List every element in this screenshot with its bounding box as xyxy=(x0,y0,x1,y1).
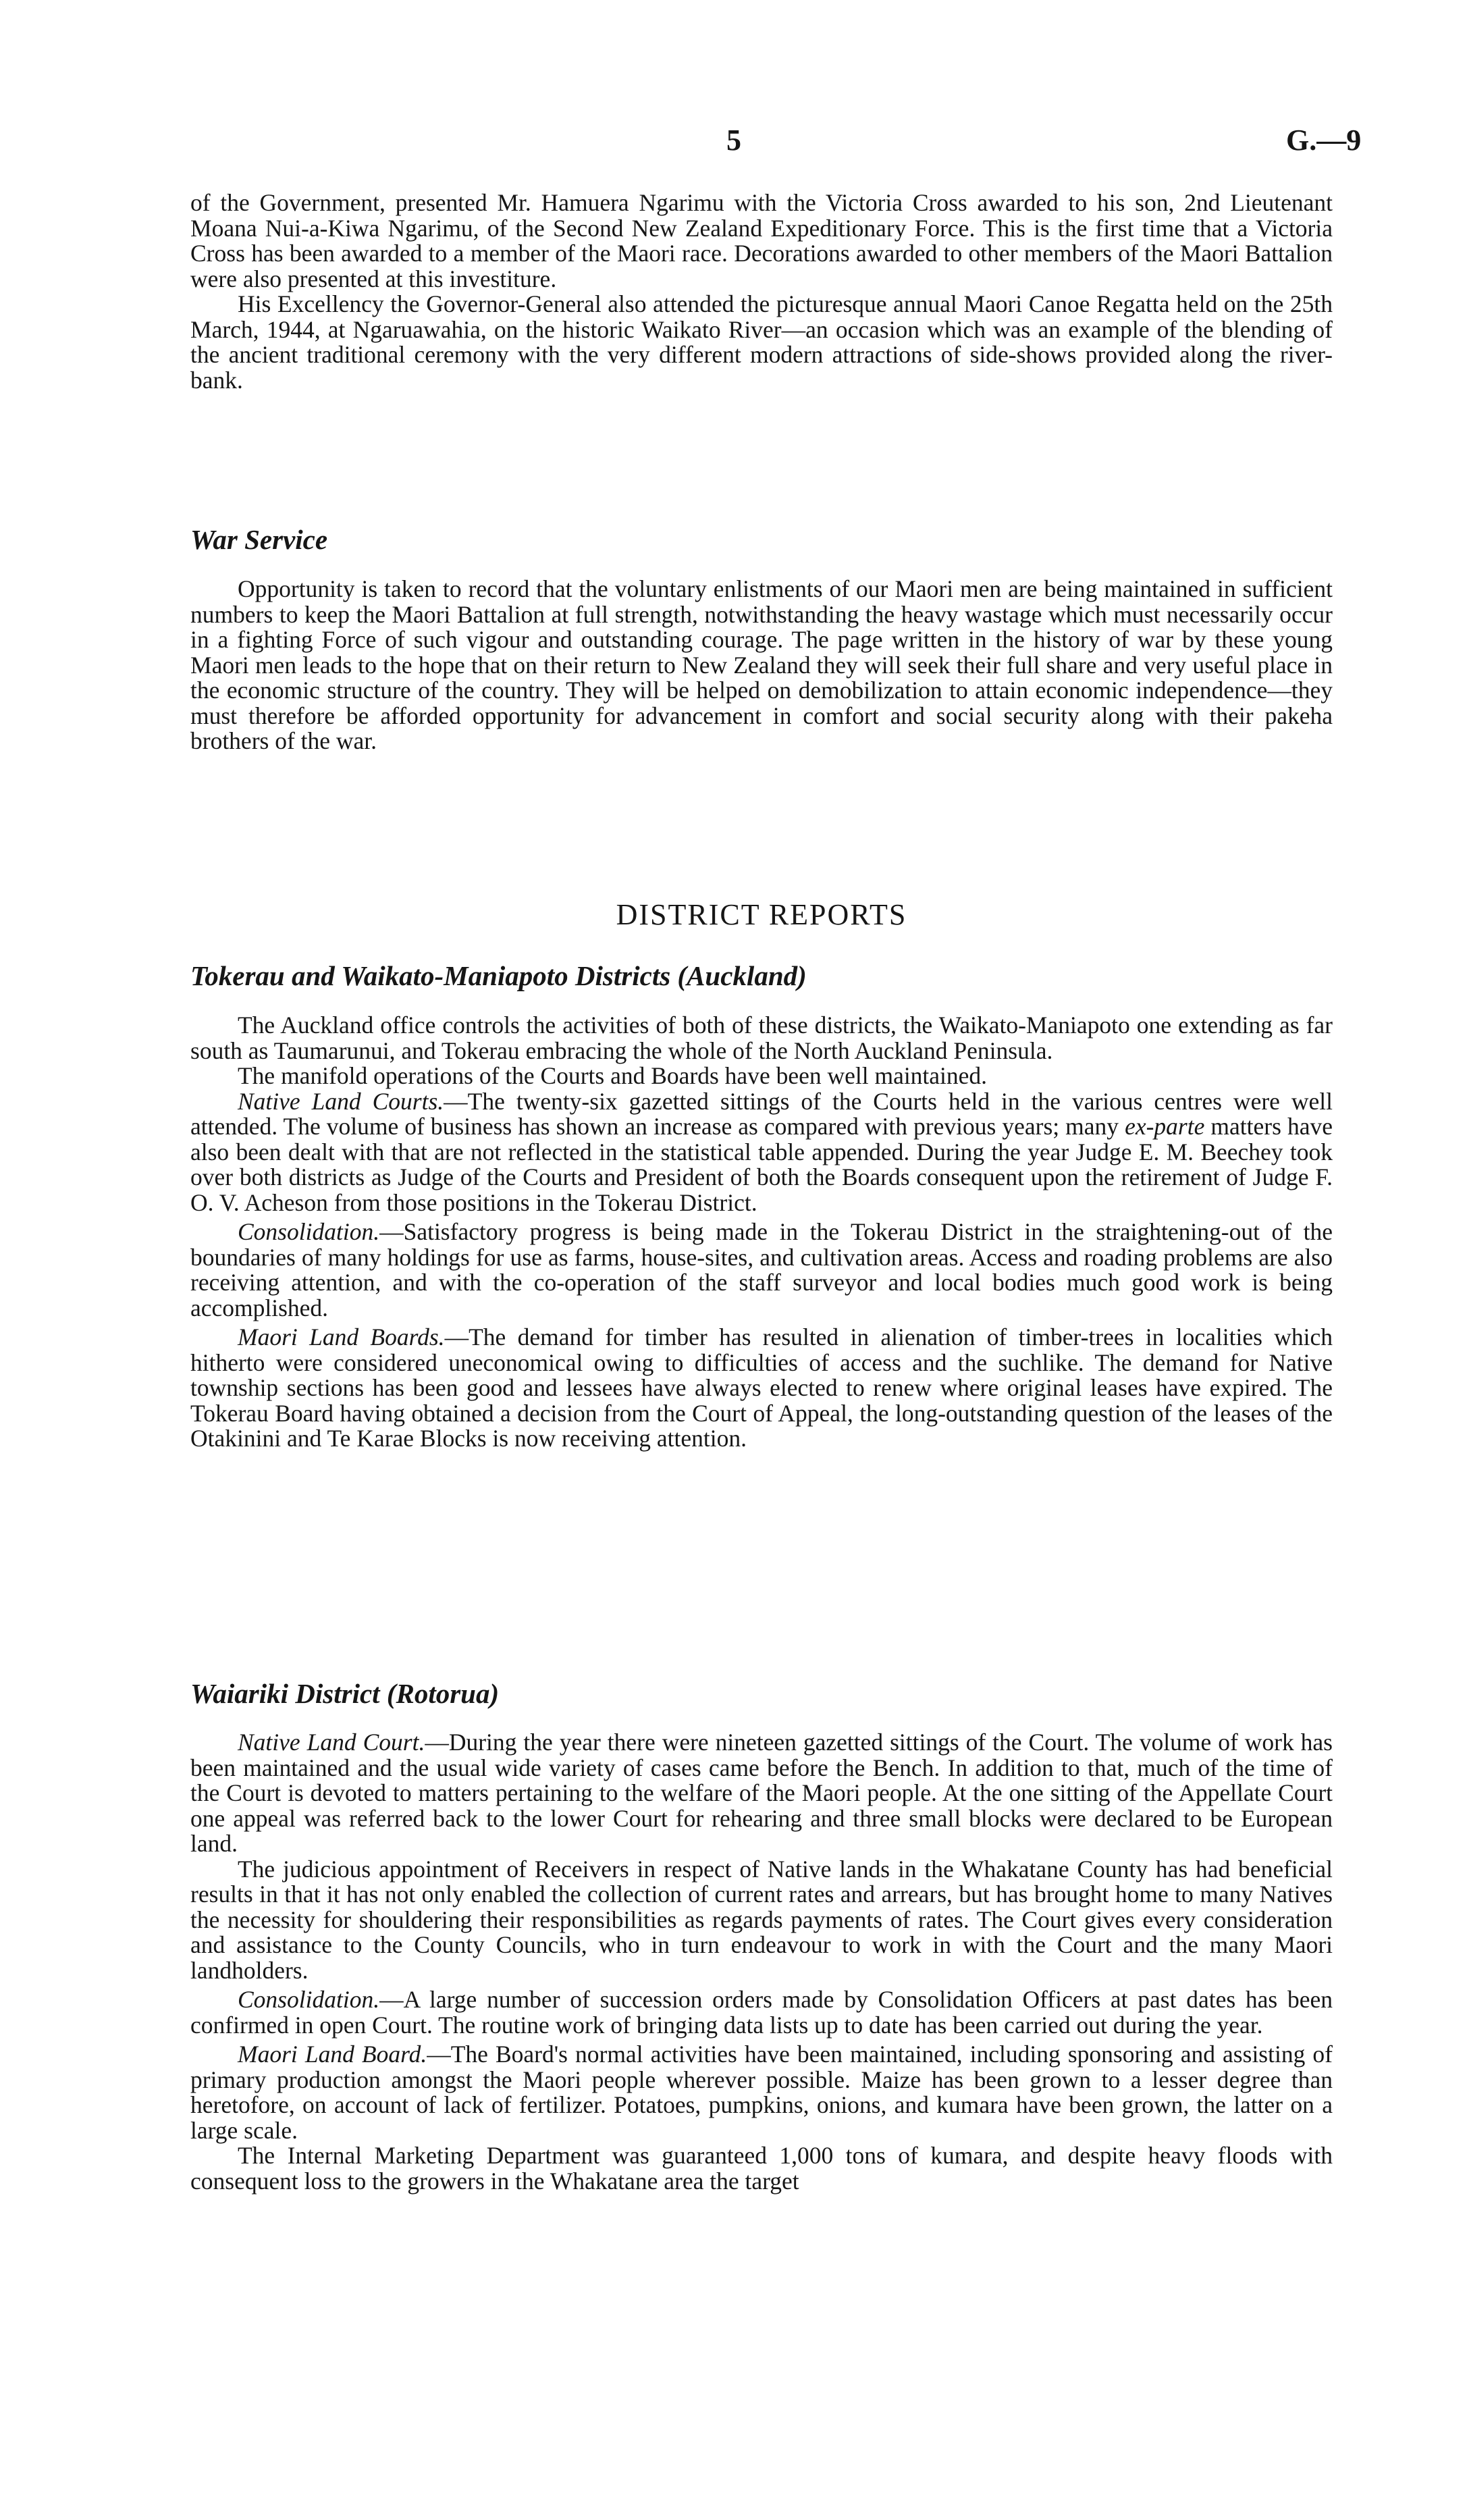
tokerau-section xyxy=(190,1013,1333,1452)
tokerau-courts-text-b: matters have also been dealt with that are not reflected in the statistical table appended. During the year Judge E. M. Beechey took over both districts as Judge of the Courts and President of both the Boards consequent upon the retirement of Judge F. O. V. Acheson from those positions in the Tokerau District. xyxy=(190,1113,1333,1216)
tokerau-consolidation-paragraph xyxy=(190,1219,1333,1321)
tokerau-courts-paragraph xyxy=(190,1089,1333,1216)
district-reports-heading: DISTRICT REPORTS xyxy=(616,898,907,931)
waiariki-court-paragraph xyxy=(190,1730,1333,1857)
war-service-body xyxy=(190,577,1333,754)
war-service-paragraph: Opportunity is taken to record that the voluntary enlistments of our Maori men are being maintained in sufficient numbers to keep the Maori Battalion at full strength, notwithstanding the heavy wastage which must necessarily occur in a fighting Force of such vigour and outstanding courage. The page written in the history of war by these young Maori men leads to the hope that on their return to New Zealand they will seek their full share and very useful place in the economic structure of the country. They will be helped on demobilization to attain economic independence—they must therefore be afforded opportunity for advancement in comfort and social security along with their pakeha brothers of the war. xyxy=(190,575,1333,754)
tokerau-courts-italic: ex-parte xyxy=(1125,1113,1205,1140)
waiariki-board-text: —The Board's normal activities have been maintained, including sponsoring and assisting of primary production amongst the Maori people wherever possible. Maize has been grown to a lesser degree than heretofore, on account of lack of fertilizer. Potatoes, pumpkins, onions, and kumara have been grown, the latter on a large scale. xyxy=(190,2041,1333,2144)
waiariki-board-label: Maori Land Board. xyxy=(238,2041,427,2068)
war-service-section xyxy=(190,524,1333,555)
tokerau-courts-text-a: —The twenty-six gazetted sittings of the Courts held in the various centres were well attended. The volume of business has shown an increase as compared with previous years; many xyxy=(190,1087,1333,1140)
waiariki-consolidation-paragraph xyxy=(190,1987,1333,2038)
waiariki-heading: Waiariki District (Rotorua) xyxy=(190,1678,500,1709)
waiariki-board-paragraph xyxy=(190,2042,1333,2143)
tokerau-paragraph-1: The Auckland office controls the activities of both of these districts, the Waikato-Maniapoto one extending as far south as Taumarunui, and Tokerau embracing the whole of the North Auckland Peninsula. xyxy=(190,1012,1333,1064)
waiariki-consolidation-text: —A large number of succession orders made by Consolidation Officers at past dates has been confirmed in open Court. The routine work of bringing data lists up to date has been carried out during the year. xyxy=(190,1986,1333,2039)
intro-paragraph-2: His Excellency the Governor-General also attended the picturesque annual Maori Canoe Regatta held on the 25th March, 1944, at Ngaruawahia, on the historic Waikato River—an occasion which was an example of the blending of the ancient traditional ceremony with the very different modern attractions of side-shows provided along the river-bank. xyxy=(190,290,1333,394)
waiariki-marketing-paragraph: The Internal Marketing Department was guaranteed 1,000 tons of kumara, and despite heavy floods with consequent loss to the growers in the Whakatane area the target xyxy=(190,2142,1333,2195)
district-reports-title-block xyxy=(190,898,1333,932)
tokerau-consolidation-label: Consolidation. xyxy=(238,1218,380,1245)
waiariki-consolidation-label: Consolidation. xyxy=(238,1986,380,2013)
tokerau-boards-label: Maori Land Boards. xyxy=(238,1323,445,1350)
waiariki-section xyxy=(190,1730,1333,2194)
tokerau-heading: Tokerau and Waikato-Maniapoto Districts (Auckland) xyxy=(190,960,807,991)
waiariki-receivers-paragraph: The judicious appointment of Receivers in respect of Native lands in the Whakatane County has had beneficial results in that it has not only enabled the collection of current rates and arrears, but has brought home to many Natives the necessity for shouldering their responsibilities as regards payments of rates. The Court gives every consideration and assistance to the County Councils, who in turn endeavour to work in with the Court and the many Maori landholders. xyxy=(190,1855,1333,1984)
waiariki-court-label: Native Land Court. xyxy=(238,1729,425,1756)
tokerau-consolidation-text: —Satisfactory progress is being made in the Tokerau District in the straightening-out of the boundaries of many holdings for use as farms, house-sites, and cultivation areas. Access and roading problems are also receiving attention, and with the co-operation of the staff surveyor and local bodies much good work is being accomplished. xyxy=(190,1218,1333,1321)
tokerau-courts-label: Native Land Courts. xyxy=(238,1087,444,1115)
intro-section xyxy=(190,190,1333,393)
document-reference: G.—9 xyxy=(1286,124,1362,157)
waiariki-court-text: —During the year there were nineteen gazetted sittings of the Court. The volume of work has been maintained and the usual wide variety of cases came before the Bench. In addition to that, much of the time of the Court is devoted to matters pertaining to the welfare of the Maori people. At the one sitting of the Appellate Court one appeal was referred back to the lower Court for rehearing and three small blocks were declared to be European land. xyxy=(190,1729,1333,1857)
tokerau-heading-block xyxy=(190,960,1333,991)
tokerau-boards-text: —The demand for timber has resulted in alienation of timber-trees in localities which hitherto were considered uneconomical owing to difficulties of access and the suchlike. The demand for Native township sections has been good and lessees have always elected to renew where original leases have expired. The Tokerau Board having obtained a decision from the Court of Appeal, the long-outstanding question of the leases of the Otakinini and Te Karae Blocks is now receiving attention. xyxy=(190,1323,1333,1452)
waiariki-heading-block xyxy=(190,1678,1333,1709)
war-service-heading: War Service xyxy=(190,524,328,555)
intro-paragraph-1: of the Government, presented Mr. Hamuera Ngarimu with the Victoria Cross awarded to his son, 2nd Lieutenant Moana Nui-a-Kiwa Ngarimu, of the Second New Zealand Expeditionary Force. This is the first time that a Victoria Cross has been awarded to a member of the Maori race. Decorations awarded to other members of the Maori Battalion were also presented at this investiture. xyxy=(190,189,1333,292)
page-number: 5 xyxy=(726,124,741,157)
tokerau-boards-paragraph xyxy=(190,1325,1333,1452)
tokerau-paragraph-2: The manifold operations of the Courts and Boards have been well maintained. xyxy=(238,1062,988,1089)
